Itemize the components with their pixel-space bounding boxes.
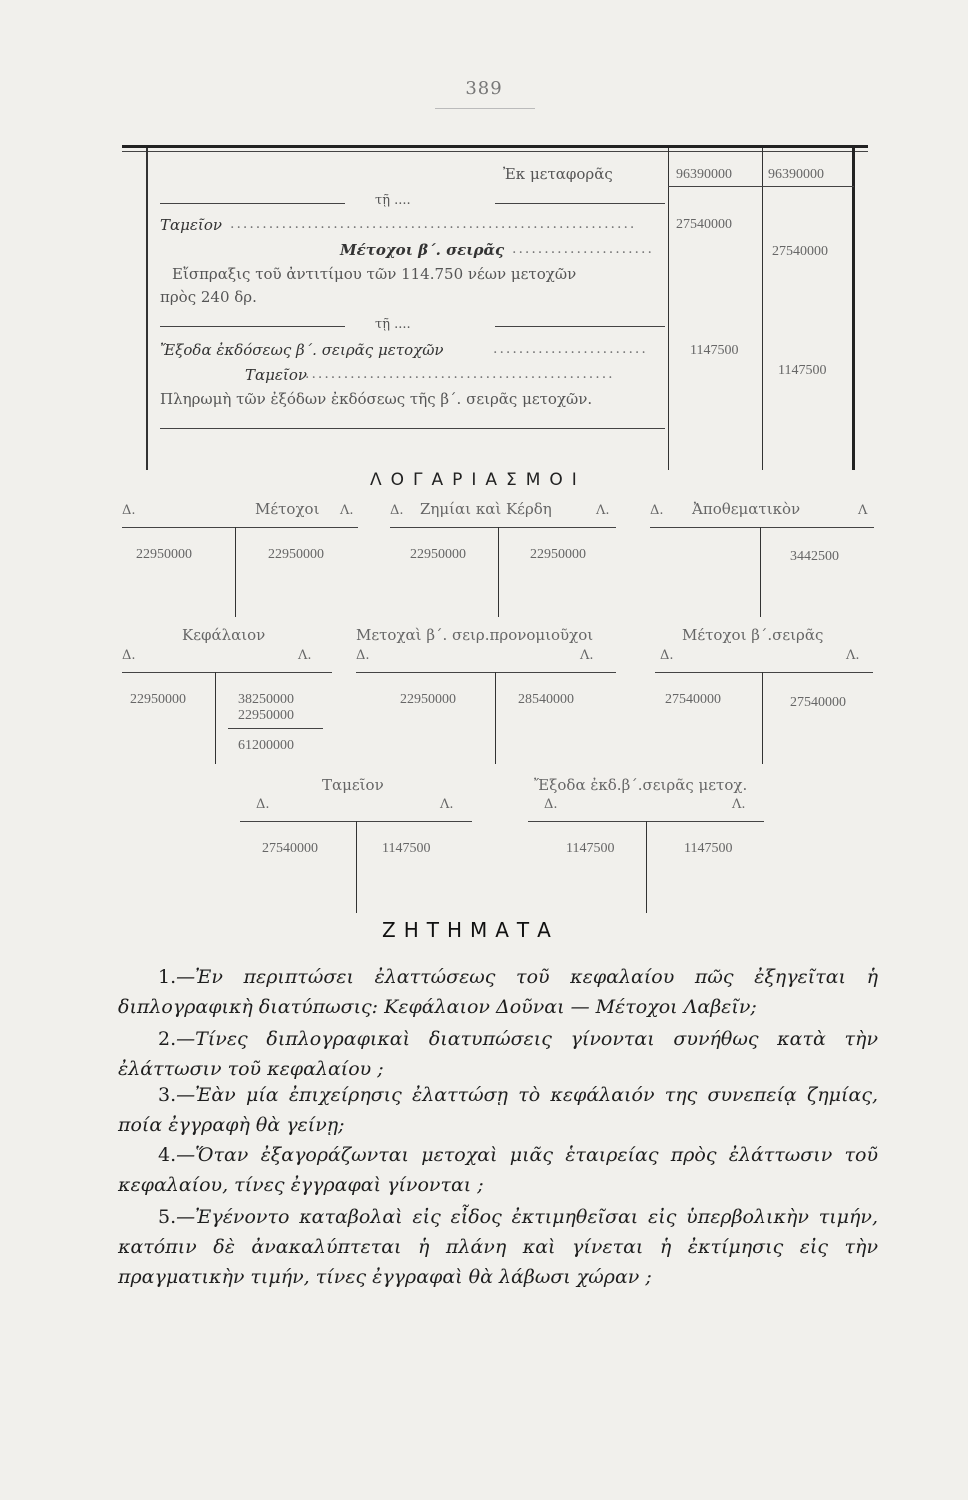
reserve-title: Ἀποθεματικὸν [692,500,801,518]
entry2-credit-amount: 1147500 [778,363,827,378]
entry1-debit-account: Ταμεῖον [160,216,222,234]
shareholders-title: Μέτοχοι [255,500,320,518]
reserve-divider [760,527,761,617]
cash-credit: 1147500 [382,841,431,856]
shareholders-top-rule [122,527,358,528]
capital-credit-1: 38250000 [238,692,294,707]
shareholders-debit-label: Δ. [122,503,136,518]
question-text: —Ἐγένοντο καταβολαὶ εἰς εἶδος ἐκτιμηθεῖσαι εἰς ὑπερβολικὴν τιμήν, κατόπιν δὲ ἀνακαλύπτεται ἡ πλάνη καὶ γίνεται ἡ ἐκτίμησις εἰς τὴν πραγματικὴν τιμήν, τίνες ἐγγραφαὶ θὰ λάβωσι χώραν ; [118,1206,878,1288]
journal-divider-2 [762,148,763,470]
capital-title: Κεφάλαιον [182,626,266,644]
entry1-separator-right [495,203,665,204]
page-number: 389 [465,78,503,99]
shareholders-b-credit: 27540000 [790,695,846,710]
page-number-rule [435,108,535,109]
entry1-debit-amount: 27540000 [676,217,732,232]
capital-debit-label: Δ. [122,648,136,663]
question-number: 3. [158,1084,177,1106]
preferred-shares-credit: 28540000 [518,692,574,707]
question-4 [118,1140,878,1200]
reserve-debit-label: Δ. [650,503,664,518]
shareholders-b-debit-label: Δ. [660,648,674,663]
entry1-credit-account: Μέτοχοι β΄. σειρᾶς [340,241,505,259]
shareholders-b-top-rule [655,672,873,673]
entry1-separator-left [160,203,345,204]
entry2-debit-leader: ........................ [493,341,648,357]
entry2-debit-account: Ἔξοδα ἐκδόσεως β΄. σειρᾶς μετοχῶν [160,341,444,359]
cash-credit-label: Λ. [440,797,454,812]
profit-loss-title: Ζημίαι καὶ Κέρδη [420,500,552,518]
carry-forward-underline [668,186,854,187]
question-number: 5. [158,1206,177,1228]
shareholders-debit: 22950000 [136,547,192,562]
question-text: —Ὅταν ἐξαγοράζωνται μετοχαὶ μιᾶς ἑταιρείας πρὸς ἐλάττωσιν τοῦ κεφαλαίου, τίνες ἐγγραφαὶ γίνονται ; [118,1144,878,1196]
ledger-heading: ΛΟΓΑΡΙΑΣΜΟΙ [370,470,586,490]
questions-heading: ΖΗΤΗΜΑΤΑ [382,918,559,942]
profit-loss-debit: 22950000 [410,547,466,562]
reserve-top-rule [650,527,874,528]
journal-divider-1 [668,148,669,470]
cash-divider [356,821,357,913]
question-1 [118,962,878,1022]
shareholders-divider [235,527,236,617]
journal-top-rule-thin [122,151,868,152]
preferred-shares-title: Μετοχαὶ β΄. σειρ.προνομιοῦχοι [356,626,594,644]
entry1-description-2: πρὸς 240 δρ. [160,288,257,306]
preferred-shares-debit: 22950000 [400,692,456,707]
entry2-debit-amount: 1147500 [690,343,739,358]
profit-loss-top-rule [390,527,616,528]
capital-debit: 22950000 [130,692,186,707]
carry-forward-debit: 96390000 [676,167,732,182]
carry-forward-credit: 96390000 [768,167,824,182]
journal-top-rule [122,145,868,148]
entry1-date: τῇ .... [375,193,411,208]
question-text: —Ἐὰν μία ἐπιχείρησις ἐλαττώσῃ τὸ κεφάλαιόν της συνεπείᾳ ζημίας, ποία ἐγγραφὴ θὰ γείνῃ; [118,1084,878,1136]
capital-credit-total: 61200000 [238,738,294,753]
carry-forward-label: Ἐκ μεταφορᾶς [503,165,613,183]
question-text: —Ἐν περιπτώσει ἐλαττώσεως τοῦ κεφαλαίου πῶς ἐξηγεῖται ἡ διπλογραφικὴ διατύπωσις: Κεφάλαιον Δοῦναι — Μέτοχοι Λαβεῖν; [118,966,878,1018]
entry1-credit-leader: ...................... [512,241,654,257]
journal-left-border [146,148,148,470]
profit-loss-credit: 22950000 [530,547,586,562]
entry2-credit-account: Ταμεῖον [245,366,307,384]
reserve-credit-label: Λ [858,503,868,518]
preferred-shares-debit-label: Δ. [356,648,370,663]
question-number: 2. [158,1028,177,1050]
entry2-credit-leader: ................................................ [305,366,615,382]
shareholders-credit: 22950000 [268,547,324,562]
entry2-description: Πληρωμὴ τῶν ἐξόδων ἐκδόσεως τῆς β΄. σειρᾶς μετοχῶν. [160,390,593,408]
journal-bottom-rule [160,428,665,429]
reserve-credit: 3442500 [790,549,839,564]
preferred-shares-top-rule [356,672,616,673]
question-3 [118,1080,878,1140]
question-number: 1. [158,966,177,988]
question-2 [118,1024,878,1084]
shareholders-credit-label: Λ. [340,503,354,518]
entry2-separator-right [495,326,665,327]
shareholders-b-credit-label: Λ. [846,648,860,663]
entry1-description-1: Εἴσπραξις τοῦ ἀντιτίμου τῶν 114.750 νέων μετοχῶν [172,265,577,283]
profit-loss-debit-label: Δ. [390,503,404,518]
issue-expenses-title: Ἔξοδα ἐκδ.β΄.σειρᾶς μετοχ. [534,776,748,794]
shareholders-b-title: Μέτοχοι β΄.σειρᾶς [682,626,824,644]
capital-sum-rule [228,728,323,729]
shareholders-b-debit: 27540000 [665,692,721,707]
issue-expenses-divider [646,821,647,913]
preferred-shares-divider [495,672,496,764]
question-5 [118,1202,878,1292]
shareholders-b-divider [762,672,763,764]
issue-expenses-credit-label: Λ. [732,797,746,812]
journal-right-border [852,148,855,470]
capital-credit-label: Λ. [298,648,312,663]
profit-loss-credit-label: Λ. [596,503,610,518]
cash-title: Ταμεῖον [322,776,384,794]
cash-debit-label: Δ. [256,797,270,812]
question-text: —Τίνες διπλογραφικαὶ διατυπώσεις γίνονται συνήθως κατὰ τὴν ἐλάττωσιν τοῦ κεφαλαίου ; [118,1028,878,1080]
capital-credit-2: 22950000 [238,708,294,723]
entry1-credit-amount: 27540000 [772,244,828,259]
capital-top-rule [122,672,332,673]
entry2-date: τῇ .... [375,317,411,332]
preferred-shares-credit-label: Λ. [580,648,594,663]
issue-expenses-debit: 1147500 [566,841,615,856]
issue-expenses-debit-label: Δ. [544,797,558,812]
capital-divider [215,672,216,764]
entry2-separator-left [160,326,345,327]
profit-loss-divider [498,527,499,617]
cash-debit: 27540000 [262,841,318,856]
question-number: 4. [158,1144,177,1166]
entry1-debit-leader: ............................................................... [230,216,637,232]
issue-expenses-credit: 1147500 [684,841,733,856]
